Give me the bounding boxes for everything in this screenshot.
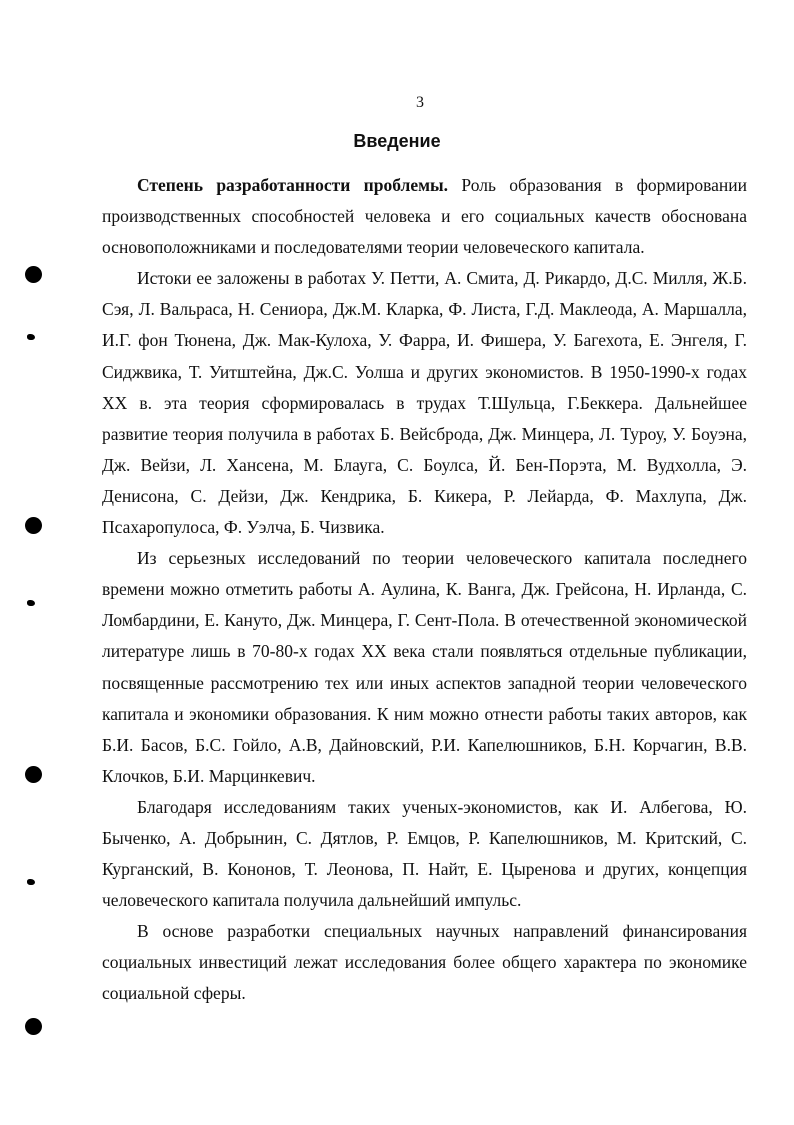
paragraph-2: Истоки ее заложены в работах У. Петти, А. Смита, Д. Рикардо, Д.С. Милля, Ж.Б. Сэя, Л. Вальраса, Н. Сениора, Дж.М. Кларка, Ф. Листа, Г.Д. Маклеода, А. Маршалла, И.Г. фон Тюнена, Дж. Мак-Кулоха, У. Фарра, И. Фишера, У. Багехота, Е. Энгеля, Г. Сиджвика, Т. Уитштейна, Дж.С. Уолша и других экономистов. В 1950-1990-х годах XX в. эта теория сформировалась в трудах Т.Шульца, Г.Беккера. Дальнейшее развитие теория получила в работах Б. Вейсброда, Дж. Минцера, Л. Туроу, У. Боуэна, Дж. Вейзи, Л. Хансена, М. Блауга, С. Боулса, Й. Бен-Порэта, М. Вудхолла, Э. Денисона, С. Дейзи, Дж. Кендрика, Б. Кикера, Р. Лейарда, Ф. Махлупа, Дж. Псахаропулоса, Ф. Уэлча, Б. Чизвика. [102,268,747,538]
paragraph-5: В основе разработки специальных научных направлений финансирования социальных инвестиций лежат исследования более общего характера по экономике социальной сферы. [102,921,747,1004]
punch-hole-1 [25,266,42,283]
punch-hole-3 [25,766,42,783]
punch-hole-2 [25,517,42,534]
section-title: Введение [353,131,441,151]
paragraph-1-text: Роль образования в формировании производственных способностей человека и его социальных качеств обоснована основоположниками и последователями теории человеческого капитала. [102,175,748,258]
body-text [102,170,747,1010]
scan-speck-1 [27,334,35,340]
scan-speck-2 [27,600,35,606]
paragraph-1-lead: Степень разработанности проблемы. [137,175,449,195]
paragraph-3: Из серьезных исследований по теории человеческого капитала последнего времени можно отметить работы А. Аулина, К. Ванга, Дж. Грейсона, Н. Ирланда, С. Ломбардини, Е. Кануто, Дж. Минцера, Г. Сент-Пола. В отечественной экономической литературе лишь в 70-80-х годах XX века стали появляться отдельные публикации, посвященные рассмотрению тех или иных аспектов западной теории человеческого капитала и экономики образования. К ним можно отнести работы таких авторов, как Б.И. Басов, Б.С. Гойло, А.В, Дайновский, Р.И. Капелюшников, Б.Н. Корчагин, В.В. Клочков, Б.И. Марцинкевич. [102,548,747,786]
punch-hole-4 [25,1018,42,1035]
page-number: 3 [416,94,424,111]
paragraph-4: Благодаря исследованиям таких ученых-экономистов, как И. Албегова, Ю. Быченко, А. Добрынин, С. Дятлов, Р. Емцов, Р. Капелюшников, М. Критский, С. Курганский, В. Кононов, Т. Леонова, П. Найт, Е. Цыренова и других, концепция человеческого капитала получила дальнейший импульс. [102,796,747,911]
paragraph-1 [102,170,747,263]
scan-speck-3 [27,879,35,885]
